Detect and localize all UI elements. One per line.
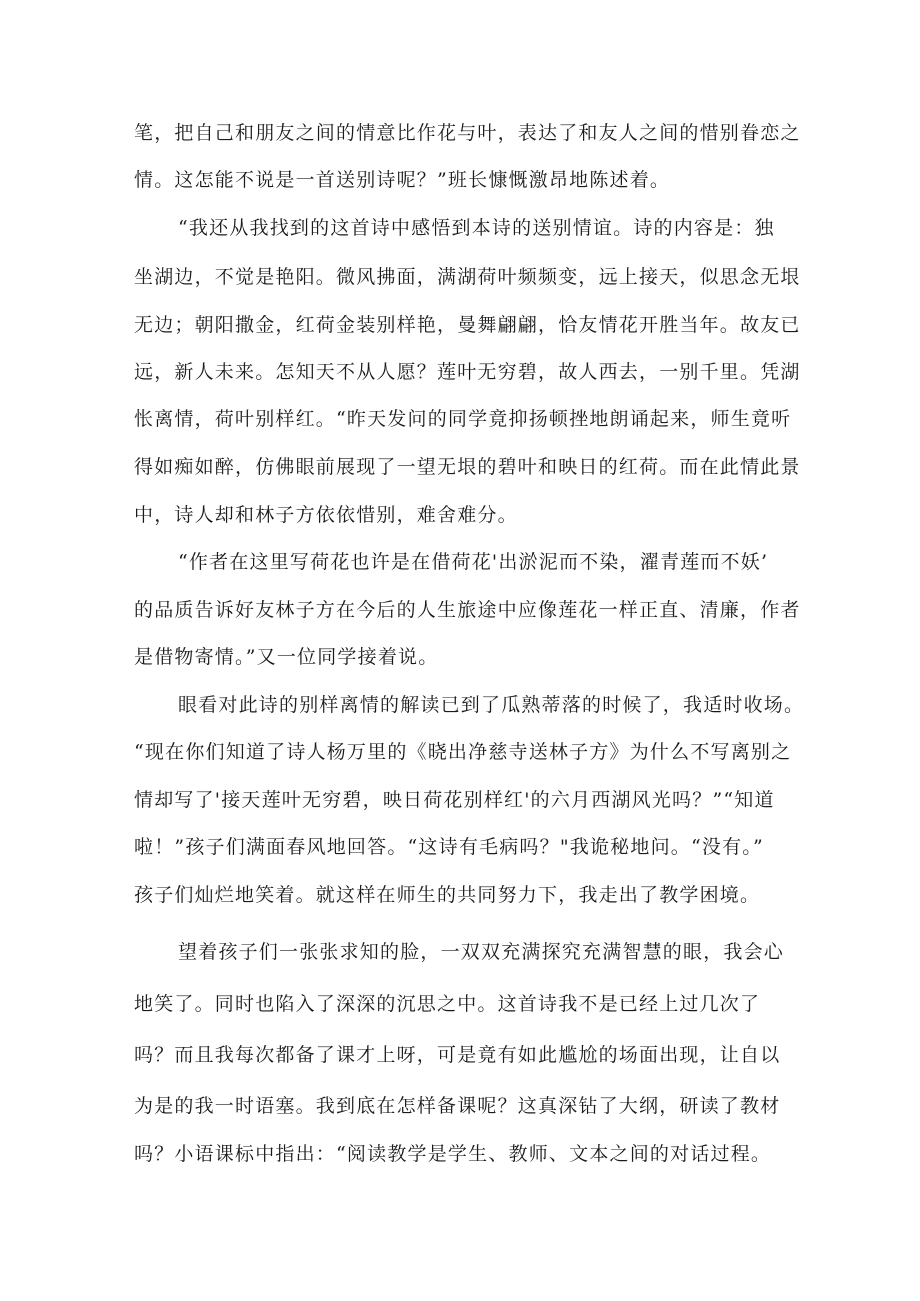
- text-line: 情。这怎能不说是一首送别诗呢？”班长慷慨激昂地陈述着。: [134, 169, 671, 191]
- text-line: 无边；朝阳撒金，红荷金装别样艳，曼舞翩翩，恰友情花开胜当年。故友已: [134, 314, 801, 336]
- text-line: 怅离情，荷叶别样红。“昨天发问的同学竟抑扬顿挫地朗诵起来，师生竟听: [134, 408, 792, 430]
- text-line: 坐湖边，不觉是艳阳。微风拂面，满湖荷叶频频变，远上接天，似思念无垠: [134, 266, 801, 288]
- text-line: 为是的我一时语塞。我到底在怎样备课呢？这真深钻了大纲，研读了教材: [134, 1095, 781, 1117]
- text-line: 吗？而且我每次都备了课才上呀，可是竟有如此尴尬的场面出现，让自以: [134, 1044, 781, 1066]
- text-line: 情却写了'接天莲叶无穷碧，映日荷花别样红'的六月西湖风光吗？”“知道: [134, 789, 775, 811]
- text-line: 中，诗人却和林子方依依惜别，难舍难分。: [134, 504, 518, 526]
- text-line: “作者在这里写荷花也许是在借荷花'出淤泥而不染，濯青莲而不妖’: [178, 551, 769, 573]
- text-line: 远，新人未来。怎知天不从人愿？莲叶无穷碧，故人西去，一别千里。凭湖: [134, 361, 801, 383]
- text-line: 笔，把自己和朋友之间的情意比作花与叶，表达了和友人之间的惜别眷恋之: [134, 122, 801, 144]
- text-line: 啦！”孩子们满面春风地回答。“这诗有毛病吗？"我诡秘地问。“没有。”: [134, 836, 764, 858]
- text-line: “我还从我找到的这首诗中感悟到本诗的送别情谊。诗的内容是：独: [178, 217, 775, 239]
- text-line: “现在你们知道了诗人杨万里的《晓出净慈寺送林子方》为什么不写离别之: [134, 741, 792, 763]
- text-line: 是借物寄情。”又一位同学接着说。: [134, 646, 439, 668]
- text-line: 孩子们灿烂地笑着。就这样在师生的共同努力下，我走出了教学困境。: [134, 884, 761, 906]
- text-line: 眼看对此诗的别样离情的解读已到了瓜熟蒂落的时候了，我适时收场。: [178, 694, 805, 716]
- text-line: 的品质告诉好友林子方在今后的人生旅途中应像莲花一样正直、清廉，作者: [134, 599, 801, 621]
- text-line: 望着孩子们一张张求知的脸，一双双充满探究充满智慧的眼，我会心: [178, 941, 785, 963]
- text-line: 吗？小语课标中指出：“阅读教学是学生、教师、文本之间的对话过程。: [134, 1143, 772, 1165]
- text-line: 得如痴如醉，仿佛眼前展现了一望无垠的碧叶和映日的红荷。而在此情此景: [134, 456, 801, 478]
- text-line: 地笑了。同时也陷入了深深的沉思之中。这首诗我不是已经上过几次了: [134, 993, 761, 1015]
